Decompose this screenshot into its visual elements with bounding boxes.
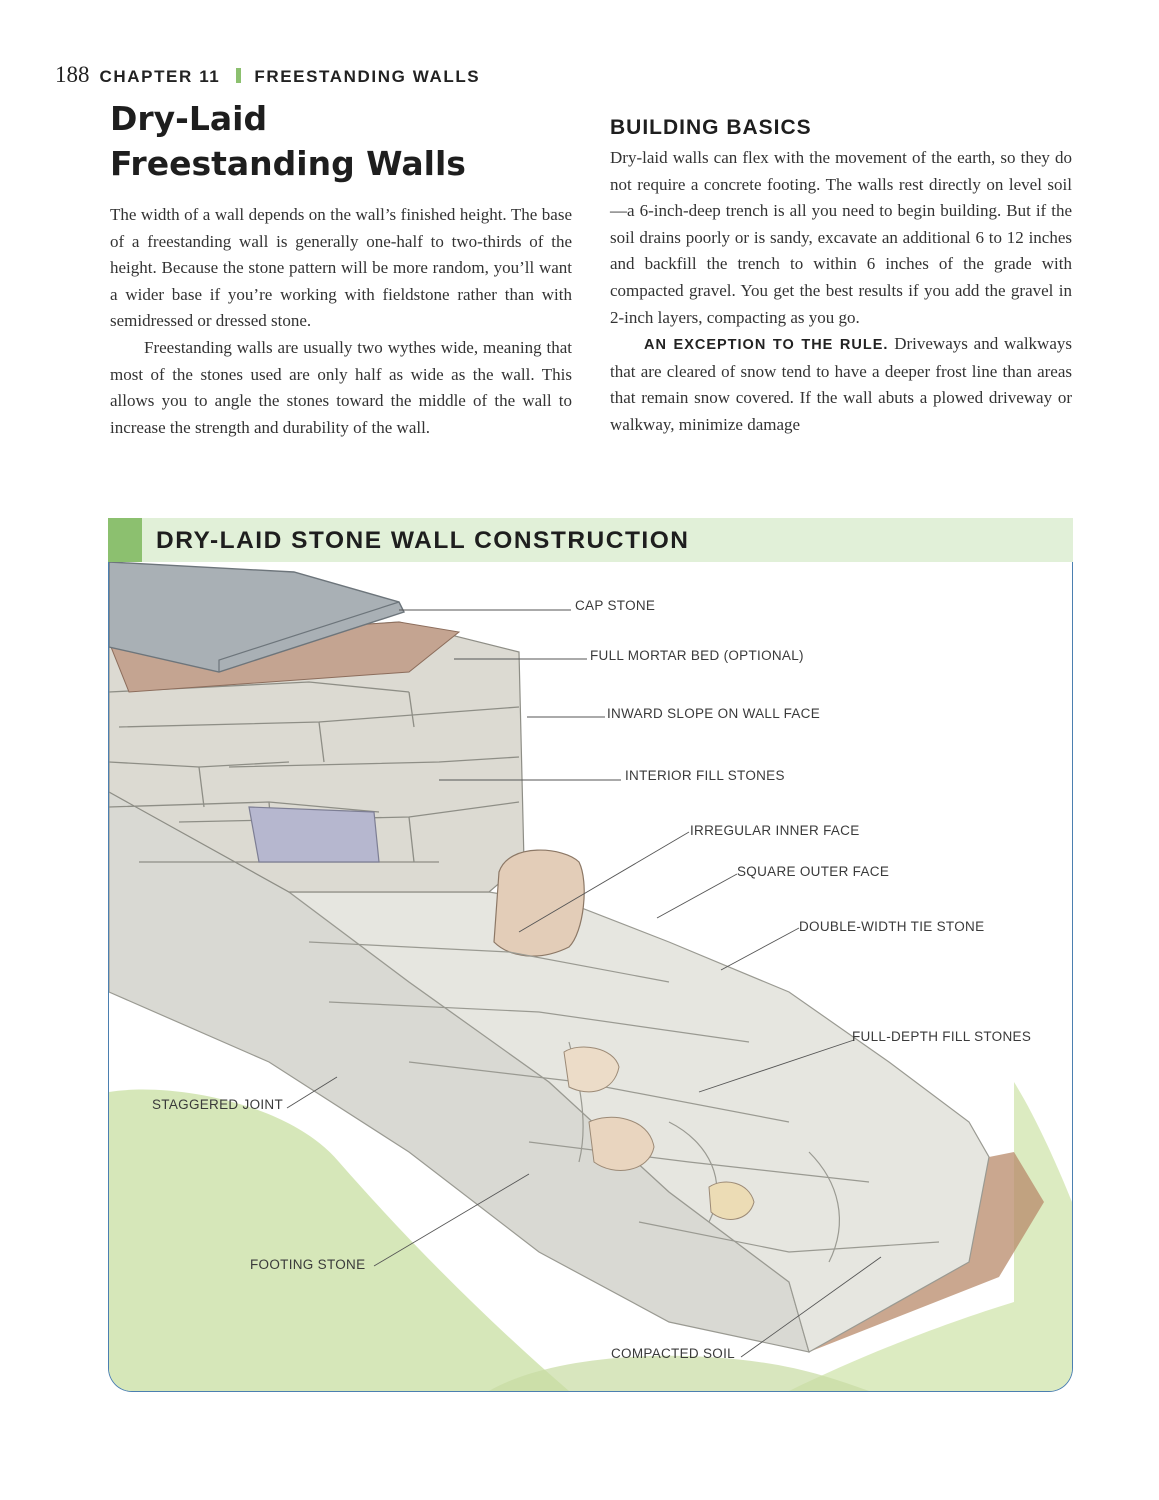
left-column bbox=[110, 202, 572, 441]
label-square-outer-face: SQUARE OUTER FACE bbox=[737, 864, 890, 879]
label-inward-slope: INWARD SLOPE ON WALL FACE bbox=[607, 706, 821, 721]
body-paragraph bbox=[610, 331, 1072, 438]
building-basics-heading: BUILDING BASICS bbox=[610, 116, 812, 139]
right-column bbox=[610, 145, 1072, 439]
label-cap-stone: CAP STONE bbox=[575, 598, 656, 613]
blue-stone bbox=[249, 807, 379, 862]
running-head-divider bbox=[236, 68, 241, 83]
page-number: 188 bbox=[55, 62, 90, 87]
tan-stone bbox=[494, 850, 584, 956]
article-title-line-2: Freestanding Walls bbox=[110, 144, 466, 183]
label-footing-stone: FOOTING STONE bbox=[250, 1257, 366, 1272]
article-title-line-1: Dry-Laid bbox=[110, 99, 268, 138]
figure-title: DRY-LAID STONE WALL CONSTRUCTION bbox=[156, 527, 690, 554]
label-interior-fill-stones: INTERIOR FILL STONES bbox=[625, 768, 785, 783]
body-paragraph: Dry-laid walls can flex with the movement of the earth, so they do not require a concrete footing. The walls rest directly on level soil—a 6-inch-deep trench is all you need to begin building. But if the soil drains poorly or is sandy, excavate an additional 6 to 12 inches and backfill the trench to within 6 inches of the grade with compacted gravel. You get the best results if you add the gravel in 2-inch layers, compacting as you go. bbox=[610, 148, 1072, 327]
grass-foreground bbox=[489, 1356, 869, 1391]
label-compacted-soil: COMPACTED SOIL bbox=[611, 1346, 735, 1361]
run-in-heading: AN EXCEPTION TO THE RULE. bbox=[644, 337, 889, 354]
figure-title-tab bbox=[108, 518, 142, 562]
label-full-depth-fill-stones: FULL-DEPTH FILL STONES bbox=[852, 1029, 1032, 1044]
label-full-mortar-bed: FULL MORTAR BED (OPTIONAL) bbox=[590, 648, 804, 663]
label-double-width-tie-stone: DOUBLE-WIDTH TIE STONE bbox=[799, 919, 985, 934]
running-head bbox=[55, 62, 480, 92]
label-irregular-inner-face: IRREGULAR INNER FACE bbox=[690, 823, 860, 838]
article-title bbox=[110, 96, 570, 186]
run-in-text: Driveways and walkways that are cleared of snow tend to have a deeper frost line than areas that remain snow covered. If the wall abuts a plowed driveway or walkway, minimize damage bbox=[610, 334, 1072, 434]
label-staggered-joint: STAGGERED JOINT bbox=[152, 1097, 284, 1112]
section-label: FREESTANDING WALLS bbox=[254, 67, 481, 86]
chapter-label: CHAPTER 11 bbox=[99, 67, 221, 86]
body-paragraph: The width of a wall depends on the wall’s finished height. The base of a freestanding wall is generally one-half to two-thirds of the height. Because the stone pattern will be more random, you’ll want a wider base if you’re working with fieldstone rather than with semidressed or dressed stone. bbox=[110, 205, 572, 331]
wall-construction-figure bbox=[108, 518, 1073, 1393]
body-paragraph: Freestanding walls are usually two wythes wide, meaning that most of the stones used are only half as wide as the wall. This allows you to angle the stones toward the middle of the wall to increase the strength and durability of the wall. bbox=[110, 337, 572, 437]
